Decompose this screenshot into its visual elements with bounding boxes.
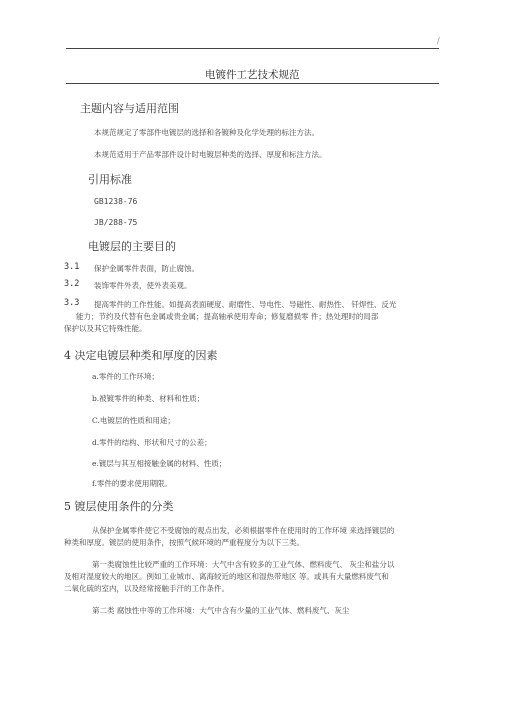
conditions-paragraph-line: 第二类 腐蚀性中等的工作环境：大气中含有少量的工业气体、燃料废气、灰尘 bbox=[92, 606, 350, 615]
section-heading-factors: 4 决定电镀层种类和厚度的因素 bbox=[64, 349, 218, 362]
conditions-paragraph-line: 从保护金属零件使它不受腐蚀的观点出发，必须根据零件在使用时的工作环境 来选择镀层的 bbox=[92, 526, 395, 535]
section-heading-purpose: 电镀层的主要目的 bbox=[88, 240, 176, 253]
factor-item: f.零件的要求使用期限。 bbox=[92, 479, 172, 488]
item-number: 3.3 bbox=[64, 298, 80, 308]
factor-item: a.零件的工作环境； bbox=[92, 372, 159, 381]
factor-item: b.被镀零件的种类、材料和性质； bbox=[92, 394, 205, 403]
conditions-paragraph-line: 及相对湿度较大的地区。例如工业城市、离海较近的地区和湿热带地区 等。或具有大量燃料废气和 bbox=[64, 572, 389, 581]
factor-item: d.零件的结构、形状和尺寸的公差； bbox=[92, 438, 212, 447]
conditions-paragraph-line: 二氧化硫的室内，以及经常接触手汗的工作条件。 bbox=[64, 584, 229, 593]
factor-item: C.电镀层的性质和用途； bbox=[92, 416, 175, 425]
title-rule bbox=[66, 83, 439, 84]
conditions-paragraph-line: 第一类腐蚀性比较严重的工作环境：大气中含有较多的工业气体、燃料废气、 灰尘和盐分以 bbox=[92, 560, 395, 569]
section-heading-scope: 主题内容与适用范围 bbox=[80, 102, 179, 115]
purpose-item-text: 提高零件的工作性能。如提高表面硬度、耐磨性、导电性、导磁性、耐热性、 钎焊性、反光 bbox=[94, 300, 397, 309]
section-heading-conditions: 5 镀层使用条件的分类 bbox=[64, 500, 174, 513]
purpose-item-text: 装饰零件外表，使外表美观。 bbox=[94, 281, 192, 290]
header-rule bbox=[66, 48, 439, 49]
scope-paragraph-1: 本规范规定了零部件电镀层的选择和各镀种及化学处理的标注方法。 bbox=[94, 128, 319, 137]
corner-mark: / bbox=[437, 36, 440, 45]
scope-paragraph-2: 本规范适用于产品零部件设计时电镀层种类的选择、厚度和标注方法。 bbox=[94, 150, 327, 159]
purpose-item-text: 保护金属零件表面，防止腐蚀。 bbox=[94, 264, 199, 273]
item-number: 3.1 bbox=[64, 262, 80, 272]
document-title: 电镀件工艺技术规范 bbox=[205, 69, 300, 81]
reference-standard: JB/288-75 bbox=[94, 218, 138, 227]
purpose-item-continuation: 能力；节约及代替有色金属或贵金属；提高轴承使用寿命；修复磨损零 件；热处理时的局部 bbox=[76, 312, 379, 321]
section-heading-references: 引用标准 bbox=[88, 173, 132, 186]
factor-item: e.镀层与其互相接触金属的材料、性质； bbox=[92, 459, 227, 468]
reference-standard: GB1238-76 bbox=[94, 197, 138, 206]
purpose-item-continuation: 保护以及其它特殊性能。 bbox=[64, 324, 147, 333]
conditions-paragraph-line: 种类和厚度。镀层的使用条件，按照气候环境的严重程度分为以下三类。 bbox=[64, 538, 304, 547]
item-number: 3.2 bbox=[64, 279, 80, 289]
